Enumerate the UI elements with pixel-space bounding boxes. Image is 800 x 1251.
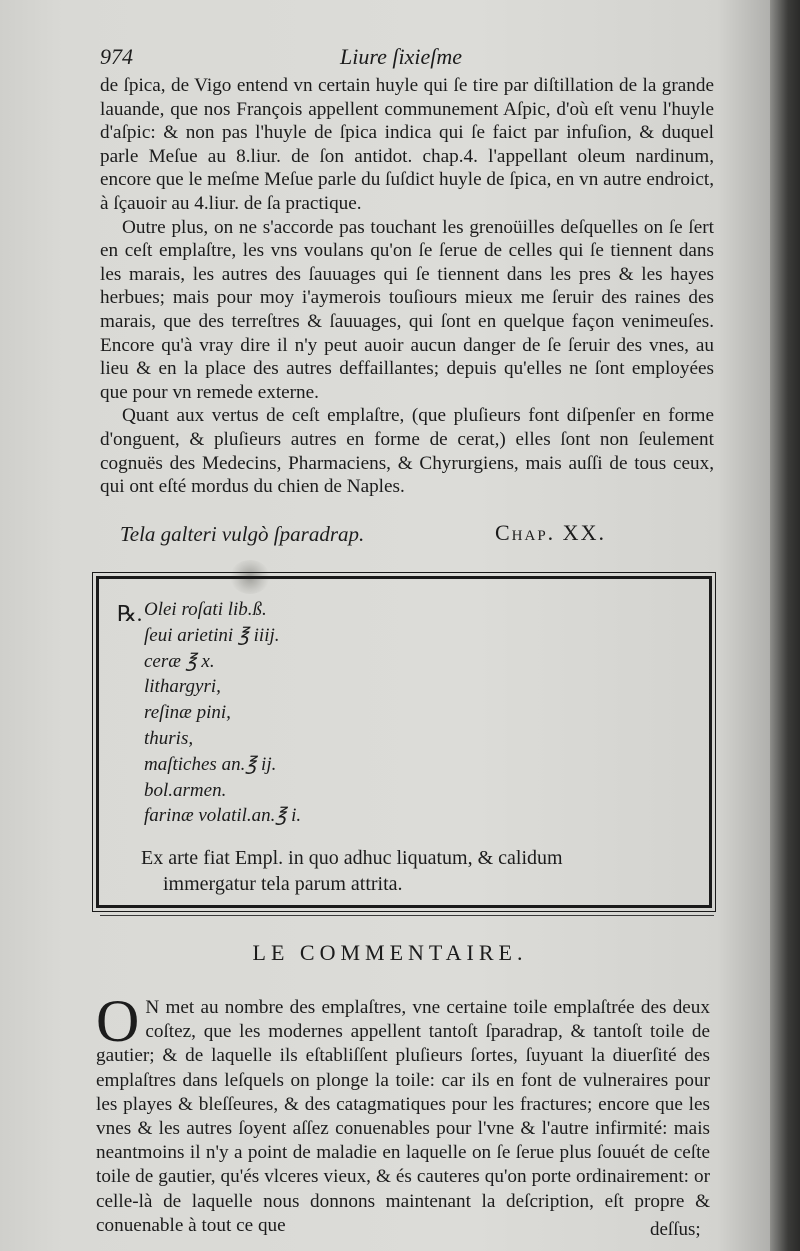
paragraph-1: de ſpica, de Vigo entend vn certain huyle qui ſe tire par diſtillation de la grande lauande, que nos François appellent communement Aſpic, d'où eſt venu l'huyle d'aſpic: & non pas l'huyle de ſpica indica qui ſe faict par infuſion, & duquel parle Meſue au 8.liur. de ſon antidot. chap.4. l'appellant oleum nardinum, encore que le meſme Meſue parle du ſuſdict huyle de ſpica, en vn autre endroict, à ſçauoir au 4.liur. de ſa practique. [100,75,714,214]
section-divider [100,915,714,916]
chapter-number: Chap. XX. [495,520,606,545]
recipe-box [96,576,712,908]
ingredient-8: bol.armen. [144,779,227,801]
recipe-instruction [141,845,701,897]
commentary-text [96,988,710,1238]
book-title: Liure ſixieſme [340,44,462,69]
ingredient-3: ceræ ℥ x. [144,650,215,672]
paragraph-3: Quant aux vertus de ceſt emplaſtre, (que pluſieurs font diſpenſer en forme d'onguent, & pluſieurs autres en forme de cerat,) elles ſont non ſeulement cognuës des Medecins, Pharmaciens, & Chyrurgiens, mais auſſi de tous ceux, qui ont eſté mordus du chien de Naples. [100,405,714,498]
recipe-symbol-icon: ℞. [117,601,143,626]
ingredient-9: farinæ volatil.an.℥ i. [144,805,302,827]
ingredient-6: thuris, [144,727,194,749]
ingredient-7: maſtiches an.℥ ij. [144,753,277,775]
commentary-title: LE COMMENTAIRE. [252,940,528,965]
catchword: deſſus; [650,1219,701,1240]
drop-cap: O [96,988,140,1054]
ingredient-5: reſinæ pini, [144,702,231,724]
paragraph-2: Outre plus, on ne s'accorde pas touchant les grenoüilles deſquelles on ſe ſert en ceſt emplaſtre, les vns voulans qu'on ſe ſerue de celles qui ſe tiennent dans les marais, les autres des ſauuages qui ſe tiennent dans les pres & les hayes herbues; mais pour moy i'aymerois touſiours mieux me ſeruir des raines des marais, que des terreſtres & ſauuages, qui ſont en quelque façon venimeuſes. Encore qu'à vray dire il n'y peut auoir aucun danger de ſe ſeruir des vnes, au lieu & en la place des autres deffaillantes; depuis qu'elles ne ſont employées que pour vn remede externe. [100,216,714,403]
running-head [100,44,720,76]
page-number: 974 [100,44,133,69]
recipe-instruction-line-1: Ex arte fiat Empl. in quo adhuc liquatum, & calidum [141,847,563,869]
ingredient-4: lithargyri, [144,676,221,698]
commentary-paragraph: N met au nombre des emplaſtres, vne certaine toile emplaſtrée des deux coſtez, que les modernes appellent tantoſt ſparadrap, & tantoſt toile de gautier; & de laquelle ils eſtabliſſent pluſieurs ſortes, ſuyuant la diuerſité des emplaſtres dans leſquels on plonge la toile: car ils en font de vulneraires pour les playes & bleſſeures, & des catagmatiques pour les fractures; encore que les vnes & les autres ſoyent aſſez conuenables pour l'vne & l'autre infirmité: mais neantmoins il n'y a point de maladie en laquelle on ſe ſerue plus ſouuét de ceſte toile de gautier, qu'és vlceres vieux, & és cauteres qu'on porte ordinairement: or celle-là de laquelle nous donnons maintenant la deſcription, eſt propre & conuenable à tout ce que [96,997,710,1236]
chapter-latin-title: Tela galteri vulgò ſparadrap. [120,522,365,546]
recipe-instruction-line-2: immergatur tela parum attrita. [163,873,403,895]
body-text [100,74,714,499]
ingredient-2: ſeui arietini ℥ iiij. [144,624,280,646]
book-gutter [770,0,800,1251]
recipe-ingredients [144,597,301,829]
ingredient-1: Olei roſati lib.ß. [144,599,267,620]
chapter-heading [120,520,720,554]
